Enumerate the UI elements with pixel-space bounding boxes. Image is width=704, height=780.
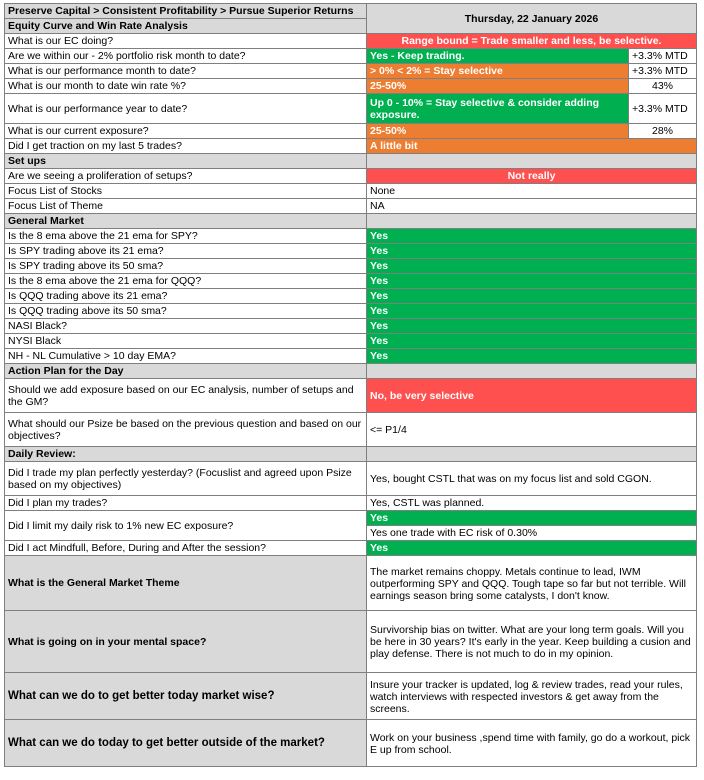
exposure-value[interactable]: 28% [629, 124, 697, 139]
better-market-answer[interactable]: Insure your tracker is updated, log & review trades, read your rules, watch interviews with respected investors & get away from the screens. [367, 673, 697, 720]
section-setups[interactable]: Set ups [5, 154, 367, 169]
market-theme-question[interactable]: What is the General Market Theme [5, 556, 367, 611]
psize-question[interactable]: What should our Psize be based on the previous question and based on our objectives? [5, 413, 367, 447]
market-question[interactable]: NYSI Black [5, 334, 367, 349]
focus-theme-label[interactable]: Focus List of Theme [5, 199, 367, 214]
market-question[interactable]: Is the 8 ema above the 21 ema for QQQ? [5, 274, 367, 289]
section-plan-fill[interactable] [367, 364, 697, 379]
mtd-value[interactable]: +3.3% MTD [629, 64, 697, 79]
better-market-question[interactable]: What can we do to get better today market wise? [5, 673, 367, 720]
risk-question[interactable]: Are we within our - 2% portfolio risk month to date? [5, 49, 367, 64]
market-question[interactable]: Is QQQ trading above its 50 sma? [5, 304, 367, 319]
winrate-answer[interactable]: 25-50% [367, 79, 629, 94]
winrate-question[interactable]: What is our month to date win rate %? [5, 79, 367, 94]
focus-stocks-label[interactable]: Focus List of Stocks [5, 184, 367, 199]
traction-question[interactable]: Did I get traction on my last 5 trades? [5, 139, 367, 154]
market-answer[interactable]: Yes [367, 304, 697, 319]
section-setups-fill[interactable] [367, 154, 697, 169]
exposure-answer[interactable]: 25-50% [367, 124, 629, 139]
market-answer[interactable]: Yes [367, 289, 697, 304]
risk-value[interactable]: +3.3% MTD [629, 49, 697, 64]
section-general-market[interactable]: General Market [5, 214, 367, 229]
trade-plan-answer[interactable]: Yes, bought CSTL that was on my focus list and sold CGON. [367, 462, 697, 496]
market-question[interactable]: Is the 8 ema above the 21 ema for SPY? [5, 229, 367, 244]
trade-plan-question[interactable]: Did I trade my plan perfectly yesterday? (Focuslist and agreed upon Psize based on my objectives) [5, 462, 367, 496]
ytd-answer[interactable]: Up 0 - 10% = Stay selective & consider adding exposure. [367, 94, 629, 124]
risk-answer[interactable]: Yes - Keep trading. [367, 49, 629, 64]
section-review-fill[interactable] [367, 447, 697, 462]
breadcrumb[interactable]: Preserve Capital > Consistent Profitability > Pursue Superior Returns [5, 4, 367, 19]
daily-risk-answer[interactable]: Yes [367, 511, 697, 526]
daily-risk-detail[interactable]: Yes one trade with EC risk of 0.30% [367, 526, 697, 541]
market-answer[interactable]: Yes [367, 259, 697, 274]
exposure-question[interactable]: What is our current exposure? [5, 124, 367, 139]
market-answer[interactable]: Yes [367, 349, 697, 364]
daily-risk-question[interactable]: Did I limit my daily risk to 1% new EC exposure? [5, 511, 367, 541]
mtd-question[interactable]: What is our performance month to date? [5, 64, 367, 79]
market-answer[interactable]: Yes [367, 319, 697, 334]
add-exposure-question[interactable]: Should we add exposure based on our EC analysis, number of setups and the GM? [5, 379, 367, 413]
section-equity-curve[interactable]: Equity Curve and Win Rate Analysis [5, 19, 367, 34]
section-daily-review[interactable]: Daily Review: [5, 447, 367, 462]
market-answer[interactable]: Yes [367, 274, 697, 289]
market-question[interactable]: Is QQQ trading above its 21 ema? [5, 289, 367, 304]
plan-table [4, 3, 697, 767]
focus-stocks-value[interactable]: None [367, 184, 697, 199]
plan-trades-question[interactable]: Did I plan my trades? [5, 496, 367, 511]
market-question[interactable]: NASI Black? [5, 319, 367, 334]
market-answer[interactable]: Yes [367, 244, 697, 259]
setups-question[interactable]: Are we seeing a proliferation of setups? [5, 169, 367, 184]
ec-answer[interactable]: Range bound = Trade smaller and less, be selective. [367, 34, 697, 49]
setups-answer[interactable]: Not really [367, 169, 697, 184]
mental-space-answer[interactable]: Survivorship bias on twitter. What are your long term goals. Will you be here in 30 years? It's early in the year. Keep building a cusion and play defense. There is not much to do in my opinion. [367, 611, 697, 673]
market-theme-answer[interactable]: The market remains choppy. Metals continue to lead, IWM outperforming SPY and QQQ. Tough tape so far but not terrible. Will earnings season bring some catalysts, I don't know. [367, 556, 697, 611]
market-question[interactable]: Is SPY trading above its 50 sma? [5, 259, 367, 274]
mindful-question[interactable]: Did I act Mindfull, Before, During and After the session? [5, 541, 367, 556]
plan-trades-answer[interactable]: Yes, CSTL was planned. [367, 496, 697, 511]
better-outside-answer[interactable]: Work on your business ,spend time with family, go do a workout, pick E up from school. [367, 720, 697, 767]
market-question[interactable]: NH - NL Cumulative > 10 day EMA? [5, 349, 367, 364]
better-outside-question[interactable]: What can we do today to get better outside of the market? [5, 720, 367, 767]
add-exposure-answer[interactable]: No, be very selective [367, 379, 697, 413]
section-market-fill[interactable] [367, 214, 697, 229]
focus-theme-value[interactable]: NA [367, 199, 697, 214]
ytd-question[interactable]: What is our performance year to date? [5, 94, 367, 124]
market-answer[interactable]: Yes [367, 334, 697, 349]
mental-space-question[interactable]: What is going on in your mental space? [5, 611, 367, 673]
trading-plan-sheet [4, 3, 696, 767]
mtd-answer[interactable]: > 0% < 2% = Stay selective [367, 64, 629, 79]
winrate-value[interactable]: 43% [629, 79, 697, 94]
ec-question[interactable]: What is our EC doing? [5, 34, 367, 49]
traction-answer[interactable]: A little bit [367, 139, 697, 154]
psize-answer[interactable]: <= P1/4 [367, 413, 697, 447]
date-header[interactable]: Thursday, 22 January 2026 [367, 4, 697, 34]
market-question[interactable]: Is SPY trading above its 21 ema? [5, 244, 367, 259]
ytd-value[interactable]: +3.3% MTD [629, 94, 697, 124]
market-answer[interactable]: Yes [367, 229, 697, 244]
mindful-answer[interactable]: Yes [367, 541, 697, 556]
section-action-plan[interactable]: Action Plan for the Day [5, 364, 367, 379]
